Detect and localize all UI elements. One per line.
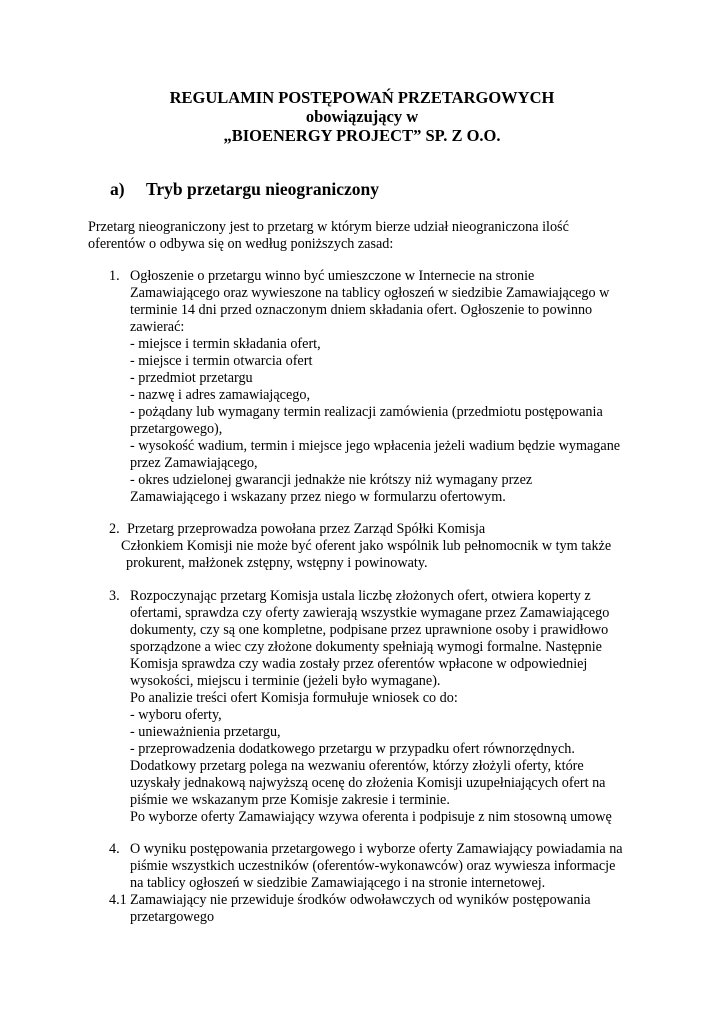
section-title: Tryb przetargu nieograniczony (146, 179, 379, 199)
item-line: - okres udzielonej gwarancji jednakże nie krótszy niż wymagany przez (130, 472, 533, 488)
item-line: Rozpoczynając przetarg Komisja ustala liczbę złożonych ofert, otwiera koperty z (130, 588, 591, 604)
item-line: terminie 14 dni przed oznaczonym dniem składania ofert. Ogłoszenie to powinno (130, 302, 593, 318)
section-letter: a) (110, 179, 125, 199)
item-line: wysokości, miejscu i terminie (jeżeli było wymagane). (130, 673, 441, 689)
intro-line: Przetarg nieograniczony jest to przetarg w którym bierze udział nieograniczona ilość (88, 219, 569, 235)
item-line: Zamawiający nie przewiduje środków odwoławczych od wyników postępowania (130, 892, 591, 908)
item-line: na tablicy ogłoszeń w siedzibie Zamawiającego i na stronie internetowej. (130, 875, 546, 891)
item-number: 3. (109, 588, 120, 604)
document-title: REGULAMIN POSTĘPOWAŃ PRZETARGOWYCH (169, 88, 555, 107)
item-line: - pożądany lub wymagany termin realizacji zamówienia (przedmiotu postępowania (130, 404, 603, 420)
item-line: - wyboru oferty, (130, 707, 222, 723)
item-line: Komisja sprawdza czy wadia zostały przez oferentów wpłacone w odpowiedniej (130, 656, 588, 672)
item-line: zawierać: (130, 319, 185, 335)
item-line: Po wyborze oferty Zamawiający wzywa oferenta i podpisuje z nim stosowną umowę (130, 809, 612, 825)
item-line: piśmie wszystkich uczestników (oferentów-wykonawców) oraz wywiesza informacje (130, 858, 616, 874)
document-subtitle: obowiązujący w (305, 107, 419, 126)
item-line: Członkiem Komisji nie może być oferent jako wspólnik lub pełnomocnik w tym także (121, 538, 612, 554)
section-heading (110, 179, 379, 200)
item-line: - wysokość wadium, termin i miejsce jego wpłacenia jeżeli wadium będzie wymagane (130, 438, 621, 454)
item-number: 2. (109, 521, 120, 537)
intro-line: oferentów o odbywa się on według poniższych zasad: (88, 236, 394, 252)
item-line: - nazwę i adres zamawiającego, (130, 387, 310, 403)
item-line: przetargowego (130, 909, 215, 925)
item-line: - przedmiot przetargu (130, 370, 253, 386)
item-line: Przetarg przeprowadza powołana przez Zarząd Spółki Komisja (127, 521, 486, 537)
item-line: - miejsce i termin otwarcia ofert (130, 353, 313, 369)
item-line: dokumenty, czy są one kompletne, podpisane przez uprawnione osoby i prawidłowo (130, 622, 609, 638)
item-line: Zamawiającego i wskazany przez niego w formularzu ofertowym. (130, 489, 506, 505)
item-line: Po analizie treści ofert Komisja formułuje wniosek co do: (130, 690, 458, 706)
item-line: przetargowego), (130, 421, 223, 437)
item-line: - przeprowadzenia dodatkowego przetargu w przypadku ofert równorzędnych. (130, 741, 575, 757)
item-line: sporządzone a wiec czy złożone dokumenty spełniają wymogi formalne. Następnie (130, 639, 602, 655)
item-number: 4. (109, 841, 120, 857)
item-line: przez Zamawiającego, (130, 455, 258, 471)
item-line: O wyniku postępowania przetargowego i wyborze oferty Zamawiający powiadamia na (130, 841, 623, 857)
item-line: - miejsce i termin składania ofert, (130, 336, 321, 352)
item-number: 1. (109, 268, 120, 284)
company-name: „BIOENERGY PROJECT” SP. Z O.O. (223, 126, 501, 145)
item-line: uzyskały jednakową najwyższą ocenę do złożenia Komisji uzupełniających ofert na (130, 775, 606, 791)
item-number: 4.1 (109, 892, 127, 908)
item-line: - unieważnienia przetargu, (130, 724, 281, 740)
item-line: Ogłoszenie o przetargu winno być umieszczone w Internecie na stronie (130, 268, 535, 284)
item-line: ofertami, sprawdza czy oferty zawierają wszystkie wymagane przez Zamawiającego (130, 605, 610, 621)
item-line: Zamawiającego oraz wywieszone na tablicy ogłoszeń w siedzibie Zamawiającego w (130, 285, 610, 301)
item-line: Dodatkowy przetarg polega na wezwaniu oferentów, którzy złożyli oferty, które (130, 758, 584, 774)
item-line: prokurent, małżonek zstępny, wstępny i powinowaty. (126, 555, 428, 571)
item-line: piśmie we wskazanym prze Komisje zakresie i terminie. (130, 792, 450, 808)
